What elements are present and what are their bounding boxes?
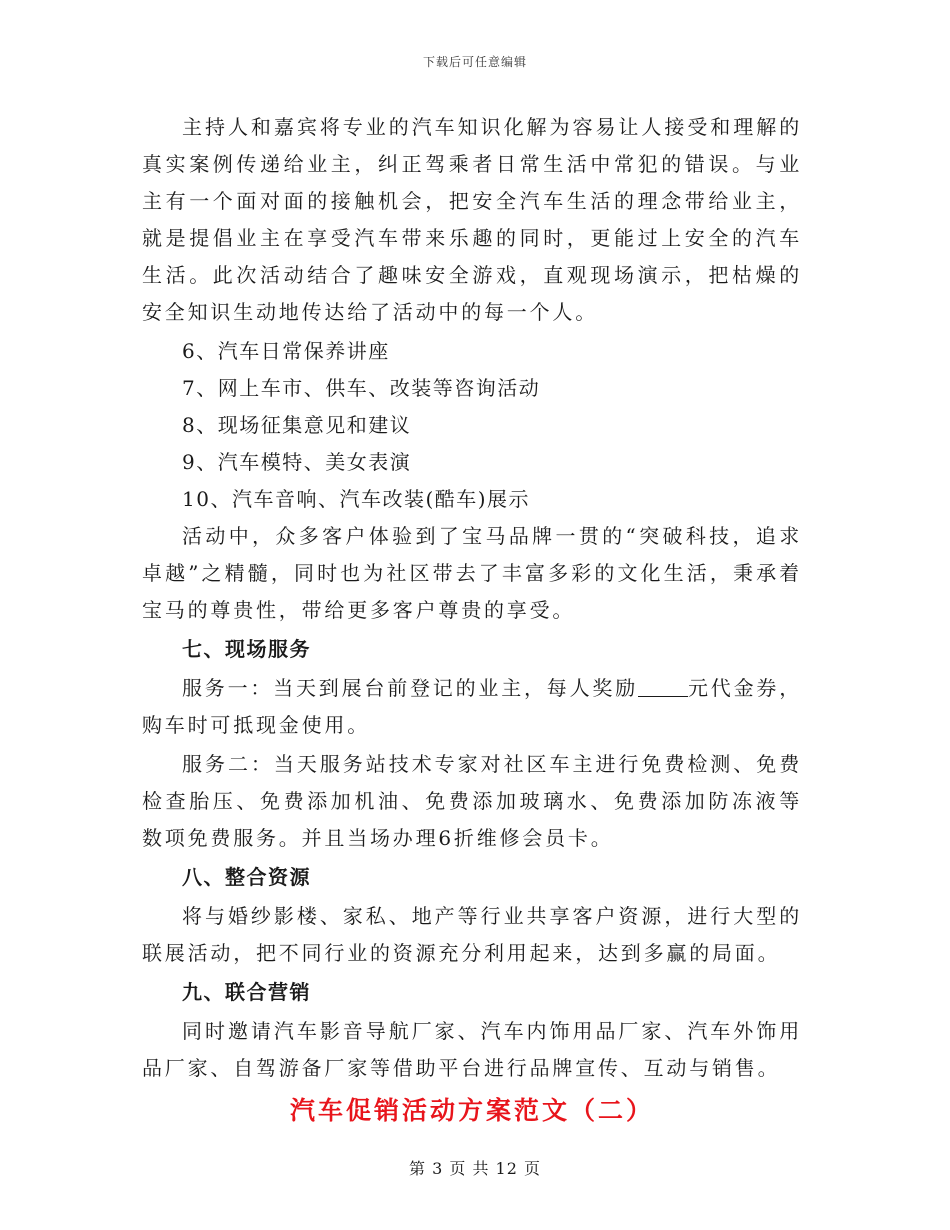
list-item-6: 6、汽车日常保养讲座	[182, 339, 390, 363]
section-title: 汽车促销活动方案范文（二）	[289, 1096, 654, 1125]
paragraph-service-two: 服务二：当天服务站技术专家对社区车主进行免费检测、免费检查胎压、免费添加机油、免费添加玻璃水、免费添加防冻液等数项免费服务。并且当场办理6折维修会员卡。	[142, 752, 802, 850]
heading-integrate-resources: 八、整合资源	[182, 865, 311, 889]
page-number: 第 3 页 共 12 页	[409, 1159, 541, 1178]
paragraph-resources: 将与婚纱影楼、家私、地产等行业共享客户资源，进行大型的联展活动，把不同行业的资源充分利用起来，达到多赢的局面。	[142, 904, 802, 965]
list-item-7: 7、网上车市、供车、改装等咨询活动	[182, 376, 541, 400]
paragraph-marketing: 同时邀请汽车影音导航厂家、汽车内饰用品厂家、汽车外饰用品厂家、自驾游备厂家等借助平台进行品牌宣传、互动与销售。	[142, 1019, 802, 1080]
heading-joint-marketing: 九、联合营销	[182, 980, 311, 1004]
blank-fill-line	[638, 676, 688, 697]
service-one-text: 服务一：当天到展台前登记的业主，每人奖励	[182, 676, 638, 700]
paragraph-host-guests: 主持人和嘉宾将专业的汽车知识化解为容易让人接受和理解的真实案例传递给业主，纠正驾乘者日常生活中常犯的错误。与业主有一个面对面的接触机会，把安全汽车生活的理念带给业主，就是提倡业主在享受汽车带来乐趣的同时，更能过上安全的汽车生活。此次活动结合了趣味安全游戏，直观现场演示，把枯燥的安全知识生动地传达给了活动中的每一个人。	[142, 115, 802, 324]
service-one-text-end: 元代金券，购车时可抵现金使用。	[142, 676, 802, 737]
header-note: 下载后可任意编辑	[422, 55, 527, 69]
document-body	[142, 109, 802, 1133]
list-item-10: 10、汽车音响、汽车改装(酷车)展示	[182, 487, 531, 511]
heading-onsite-service: 七、现场服务	[182, 637, 311, 661]
paragraph-bmw-experience: 活动中，众多客户体验到了宝马品牌一贯的“突破科技，追求卓越”之精髓，同时也为社区带去了丰富多彩的文化生活，秉承着宝马的尊贵性，带给更多客户尊贵的享受。	[142, 524, 802, 622]
list-item-8: 8、现场征集意见和建议	[182, 413, 412, 437]
list-item-9: 9、汽车模特、美女表演	[182, 450, 412, 474]
paragraph-service-one	[142, 670, 802, 744]
